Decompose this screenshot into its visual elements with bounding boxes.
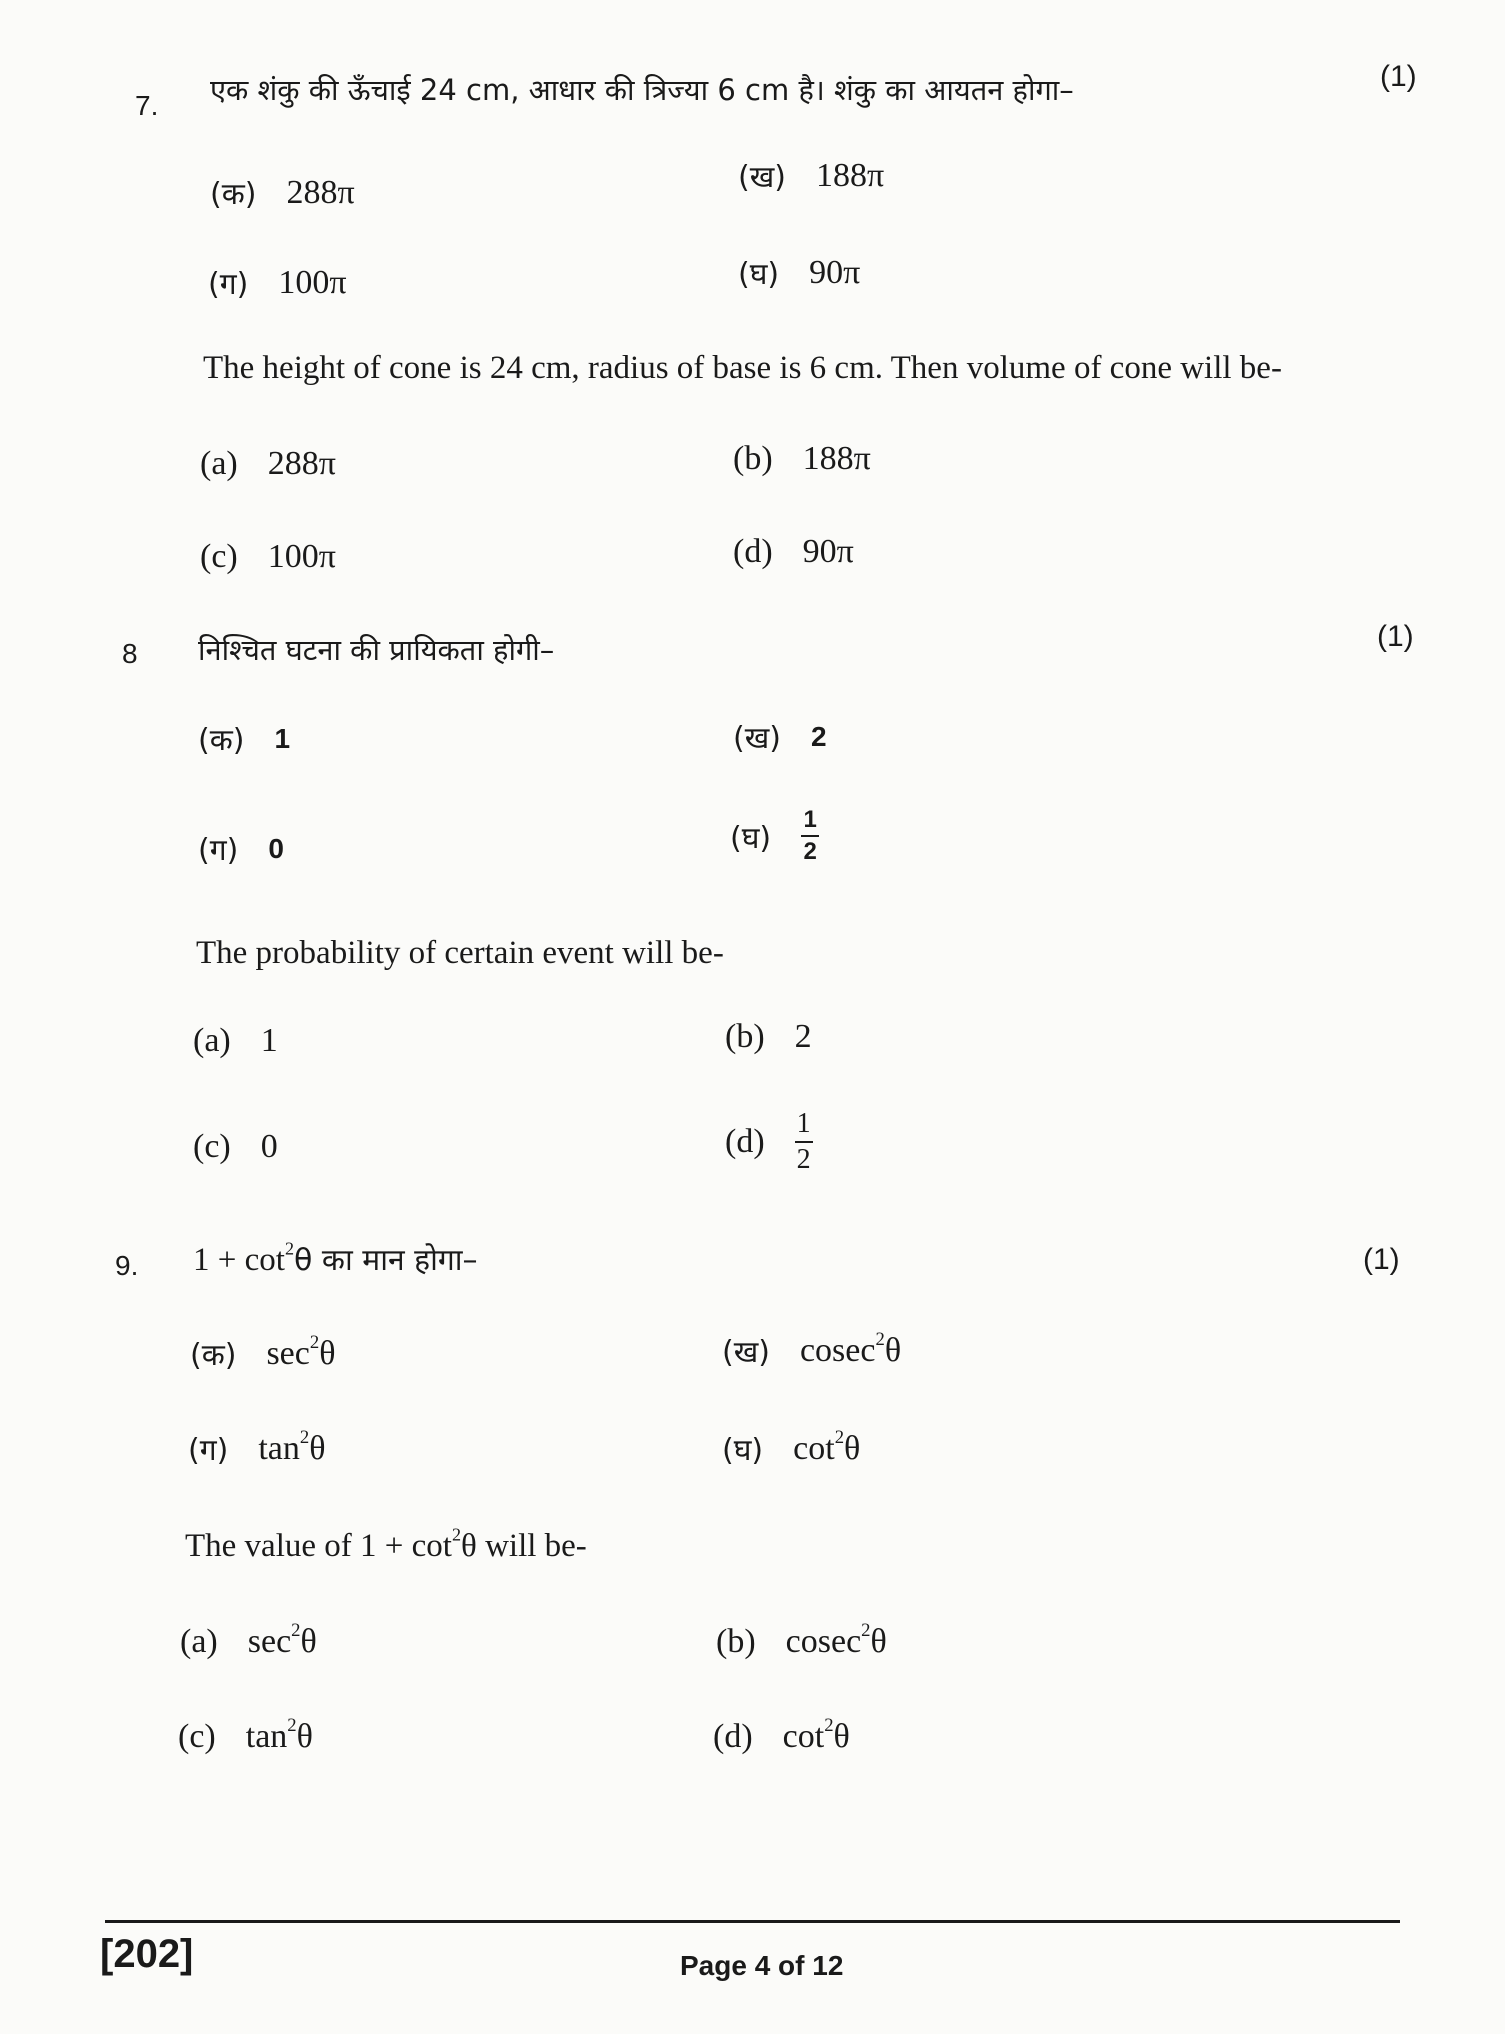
option-label: (d) (713, 1718, 753, 1755)
exponent: 2 (451, 1524, 462, 1545)
option-label: (ग) (208, 267, 249, 302)
q8-hindi-option-gha[interactable] (730, 808, 819, 864)
exponent: 2 (834, 1426, 845, 1448)
option-value (793, 1426, 861, 1468)
option-value: 1 (274, 722, 291, 754)
question-8-english-text: The probability of certain event will be- (196, 935, 724, 971)
variable: θ (833, 1718, 850, 1755)
q9-english-option-c[interactable] (178, 1715, 313, 1756)
option-value (258, 1426, 326, 1468)
q7-hindi-option-gha[interactable] (738, 252, 860, 293)
paper-code: [202] (100, 1932, 194, 1976)
option-label: (b) (716, 1623, 756, 1660)
variable: θ (870, 1623, 887, 1660)
option-value (245, 1715, 313, 1756)
question-7-english-text: The height of cone is 24 cm, radius of base is 6 cm. Then volume of cone will be- (203, 350, 1282, 386)
exponent: 2 (299, 1426, 310, 1448)
q8-english-option-c[interactable] (193, 1128, 278, 1166)
fraction-denominator: 2 (803, 838, 817, 865)
q7-english-option-a[interactable] (200, 445, 336, 483)
option-label: (क) (190, 1338, 237, 1373)
q9-hindi-option-ka[interactable] (190, 1333, 336, 1374)
question-9-marks: (1) (1363, 1243, 1400, 1276)
option-label: (ख) (722, 1335, 770, 1370)
option-label: (घ) (730, 820, 772, 856)
exponent: 2 (284, 1238, 295, 1259)
exponent: 2 (824, 1715, 834, 1737)
footer-divider (105, 1920, 1400, 1923)
option-label: (d) (725, 1123, 765, 1160)
option-value: 1 (260, 1022, 278, 1059)
option-value: 100π (267, 538, 336, 575)
q7-hindi-option-kha[interactable] (738, 155, 884, 196)
question-9-number: 9. (115, 1250, 139, 1281)
q7-english-option-d[interactable] (733, 533, 854, 571)
question-8-marks: (1) (1377, 620, 1414, 653)
fraction-one-half (795, 1110, 813, 1174)
q9-english-option-d[interactable] (713, 1715, 850, 1756)
q7-english-option-c[interactable] (200, 538, 336, 576)
function-name: tan (258, 1429, 300, 1467)
fraction-bar (795, 1141, 813, 1143)
question-7-marks: (1) (1380, 60, 1417, 93)
function-name: sec (266, 1334, 310, 1372)
q8-hindi-option-ga[interactable] (198, 828, 284, 869)
option-value: 90π (809, 253, 861, 291)
function-name: cot (793, 1429, 835, 1467)
question-9-english-text (185, 1524, 587, 1565)
fraction-denominator: 2 (796, 1144, 811, 1175)
option-label: (c) (178, 1718, 216, 1755)
q9-hindi-option-ga[interactable] (188, 1428, 326, 1469)
question-8-number: 8 (122, 638, 138, 669)
page-number: Page 4 of 12 (680, 1950, 844, 1981)
function-name: cosec (785, 1623, 862, 1660)
q9-english-option-a[interactable] (180, 1620, 317, 1661)
function-name: cot (782, 1718, 825, 1755)
option-label: (क) (198, 723, 245, 758)
q7-hindi-option-ga[interactable] (208, 262, 346, 303)
option-label: (ग) (198, 833, 239, 868)
fraction-numerator: 1 (803, 806, 817, 833)
option-value (782, 1715, 850, 1756)
exponent: 2 (875, 1328, 885, 1350)
variable: θ (319, 1334, 336, 1372)
fraction-bar (801, 835, 819, 837)
option-label: (क) (210, 177, 257, 212)
q9-hindi-option-gha[interactable] (722, 1428, 860, 1469)
variable: θ (300, 1623, 317, 1660)
option-label: (घ) (738, 257, 780, 292)
expression-suffix: θ will be- (461, 1528, 587, 1564)
option-value: 100π (278, 263, 347, 301)
q8-english-option-b[interactable] (725, 1018, 812, 1056)
q8-english-option-a[interactable] (193, 1022, 278, 1060)
question-8-hindi-text: निश्चित घटना की प्रायिकता होगी– (198, 633, 555, 667)
q9-hindi-option-kha[interactable] (722, 1330, 901, 1371)
question-7-hindi-text: एक शंकु की ऊँचाई 24 cm, आधार की त्रिज्या 6 cm है। शंकु का आयतन होगा– (210, 73, 1074, 107)
option-value (799, 1328, 902, 1370)
option-label: (ग) (188, 1433, 229, 1468)
expression-text: The value of 1 + cot (185, 1528, 452, 1564)
option-value: 288π (267, 445, 336, 482)
q8-hindi-option-ka[interactable] (198, 718, 290, 759)
question-9-hindi-text (193, 1238, 478, 1279)
option-label: (a) (193, 1022, 231, 1059)
function-name: sec (247, 1623, 292, 1660)
option-label: (a) (200, 445, 238, 482)
exponent: 2 (291, 1620, 301, 1642)
option-label: (ख) (738, 160, 786, 195)
q8-hindi-option-kha[interactable] (733, 716, 827, 757)
function-name: tan (245, 1718, 288, 1755)
variable: θ (309, 1429, 326, 1467)
option-value: 0 (260, 1128, 278, 1165)
fraction-one-half (801, 808, 819, 864)
exponent: 2 (861, 1620, 871, 1642)
option-label: (b) (725, 1018, 765, 1055)
fraction-numerator: 1 (796, 1108, 811, 1139)
q9-english-option-b[interactable] (716, 1620, 887, 1661)
variable: θ (884, 1331, 902, 1369)
option-value: 2 (794, 1018, 812, 1055)
expression-suffix: θ का मान होगा– (294, 1243, 478, 1278)
variable: θ (296, 1718, 313, 1755)
option-value: 188π (815, 156, 885, 194)
option-value: 2 (810, 720, 827, 752)
option-label: (c) (193, 1128, 231, 1165)
q7-hindi-option-ka[interactable] (210, 172, 355, 213)
option-value (266, 1331, 336, 1373)
option-label: (घ) (722, 1433, 764, 1468)
option-value (247, 1620, 317, 1661)
question-7-number: 7. (135, 90, 159, 121)
exponent: 2 (287, 1715, 297, 1737)
option-value: 0 (268, 832, 284, 864)
function-name: cosec (799, 1331, 876, 1369)
option-label: (ख) (733, 721, 781, 756)
option-value (785, 1620, 887, 1661)
option-label: (b) (733, 440, 773, 477)
option-label: (d) (733, 533, 773, 570)
option-value: 188π (802, 440, 871, 477)
option-value: 90π (802, 533, 854, 570)
q7-english-option-b[interactable] (733, 440, 871, 478)
q8-english-option-d[interactable] (725, 1110, 813, 1174)
variable: θ (844, 1429, 861, 1467)
option-label: (c) (200, 538, 238, 575)
expression-text: 1 + cot (193, 1242, 285, 1278)
option-label: (a) (180, 1623, 218, 1660)
exponent: 2 (309, 1331, 320, 1353)
option-value: 288π (286, 173, 355, 211)
